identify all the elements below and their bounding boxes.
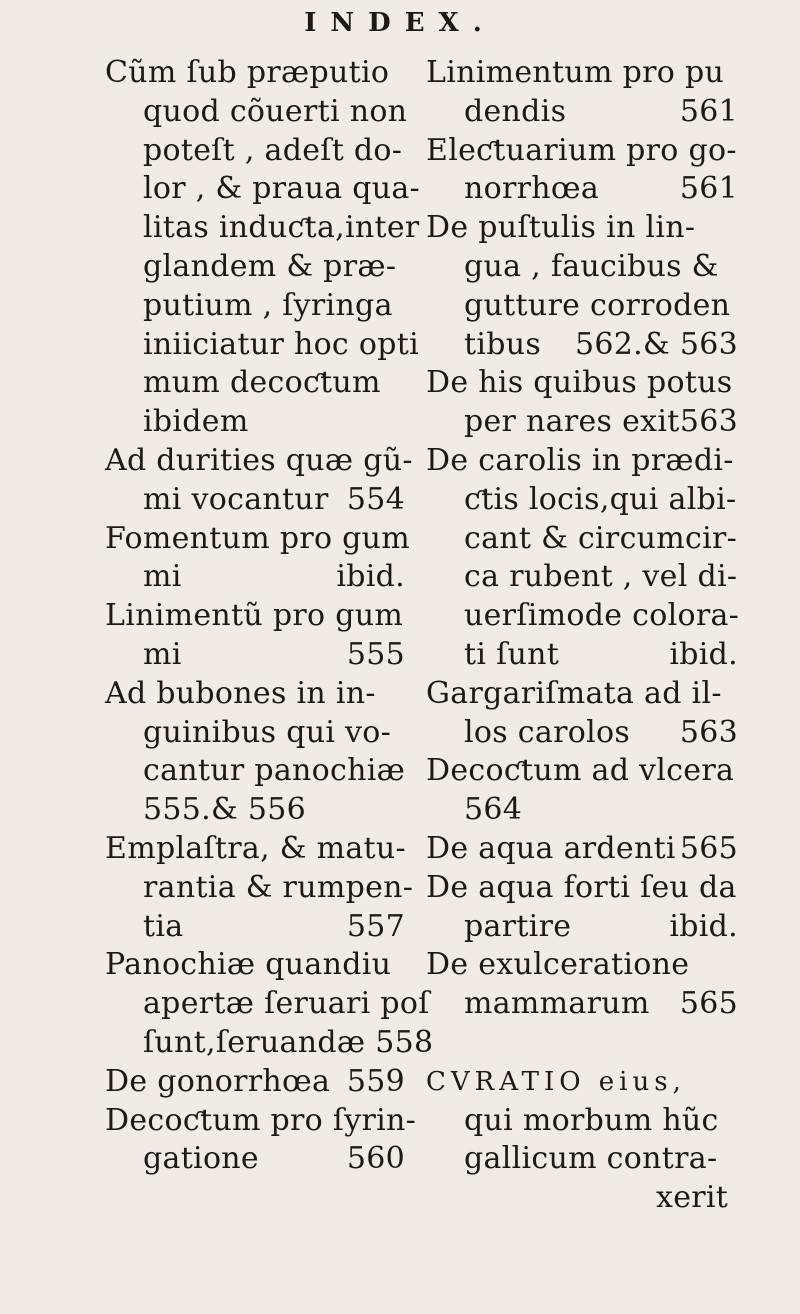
index-entry-line <box>426 170 738 209</box>
page-reference: ibid. <box>669 636 738 672</box>
index-entry-line <box>105 481 405 520</box>
entry-text: De aqua forti ſeu da <box>426 869 737 905</box>
index-entry-line <box>105 93 408 132</box>
index-entry-line <box>105 791 405 830</box>
entry-text: partire <box>464 908 572 944</box>
page-reference: 555 <box>346 636 405 672</box>
entry-text: tibus <box>464 326 542 362</box>
entry-text: ti ſunt <box>464 636 560 672</box>
entry-text: 564 <box>464 792 523 828</box>
index-entry-line <box>105 326 419 365</box>
index-entry-line <box>105 597 405 636</box>
index-entry-line <box>426 791 738 830</box>
index-entry-line <box>105 442 413 481</box>
page-reference: 563 <box>679 714 738 750</box>
entry-text: Fomentum pro gum <box>105 520 411 556</box>
page-reference: 561 <box>679 93 738 129</box>
page-reference: 554 <box>346 481 405 517</box>
entry-text: CVRATIO eius, <box>426 1066 686 1097</box>
index-entry-line <box>105 1024 434 1063</box>
index-entry-line <box>426 1179 738 1218</box>
entry-text: poteſt , adeſt do- <box>143 132 403 168</box>
index-entry-line <box>105 248 405 287</box>
index-entry-line <box>426 326 738 365</box>
page-reference: 559 <box>346 1063 405 1099</box>
index-entry-line <box>426 1140 738 1179</box>
index-entry-line <box>426 597 738 636</box>
index-entry-line <box>105 558 405 597</box>
page-header: INDEX. <box>304 8 496 38</box>
index-entry-line <box>105 908 405 947</box>
index-entry-line <box>426 364 738 403</box>
page-reference: 565 <box>679 986 738 1022</box>
index-entry-line <box>426 752 738 791</box>
page-reference: ibid. <box>336 559 405 595</box>
index-entry-line <box>105 1140 405 1179</box>
page-reference: 561 <box>679 171 738 207</box>
index-entry-line <box>105 520 411 559</box>
index-entry-line <box>426 1024 738 1063</box>
entry-text: mammarum <box>464 986 650 1022</box>
index-entry-line <box>426 985 738 1024</box>
index-entry-line <box>426 908 738 947</box>
index-entry-line <box>426 54 738 93</box>
index-entry-line <box>426 946 738 985</box>
entry-text: Linimentum pro pu <box>426 55 725 90</box>
entry-text: ƈtis locis,qui albi- <box>464 481 737 517</box>
index-entry-line <box>105 636 405 675</box>
index-entry-line <box>426 403 738 442</box>
entry-text: mum decoƈtum <box>143 365 381 401</box>
index-entry-line <box>426 675 738 714</box>
entry-text: putium , ſyringa <box>143 287 393 323</box>
entry-text: gatione <box>143 1141 259 1177</box>
index-entry-line <box>426 287 738 326</box>
entry-text: cant & circumcir- <box>464 520 738 556</box>
index-entry-line <box>426 93 738 132</box>
entry-text: iniiciatur hoc opti <box>143 326 419 362</box>
index-entry-line <box>105 170 420 209</box>
index-entry-line <box>105 364 405 403</box>
right-column <box>426 54 738 1218</box>
entry-text: quod cõuerti non <box>143 93 408 129</box>
entry-text: De puſtulis in lin- <box>426 210 696 246</box>
entry-text: mi vocantur <box>143 481 329 517</box>
entry-text: qui morbum hũc <box>464 1102 719 1138</box>
entry-text: gallicum contra- <box>464 1141 718 1177</box>
entry-text: guinibus qui vo- <box>143 714 392 750</box>
entry-text: lor , & praua qua- <box>143 171 420 207</box>
entry-text: Panochiæ quandiu <box>105 947 392 983</box>
page-reference: 565 <box>679 830 738 866</box>
entry-text: Emplaſtra, & matu- <box>105 830 406 866</box>
index-entry-line <box>426 636 738 675</box>
index-entry-line <box>426 1063 738 1102</box>
entry-text: De his quibus potus <box>426 365 733 401</box>
entry-text: 555.& 556 <box>143 792 306 828</box>
index-entry-line <box>426 869 738 908</box>
index-entry-line <box>426 520 738 559</box>
entry-text: Decoƈtum ad vlcera <box>426 753 735 789</box>
entry-text: xerit <box>656 1180 729 1216</box>
index-entry-line <box>105 54 405 93</box>
entry-text: De exulceratione <box>426 947 690 983</box>
page-reference: 557 <box>346 908 405 944</box>
entry-text: De carolis in prædi- <box>426 442 734 478</box>
entry-text: litas induƈta,inter <box>143 210 420 246</box>
index-entry-line <box>105 985 430 1024</box>
entry-text: mi <box>143 559 182 595</box>
index-entry-line <box>426 558 738 597</box>
entry-text: rantia & rumpen- <box>143 869 414 905</box>
page-reference: ibid. <box>669 908 738 944</box>
page-reference: 563 <box>679 404 738 440</box>
entry-text: ca rubent , vel di- <box>464 559 738 595</box>
entry-text: norrhœa <box>464 171 600 207</box>
entry-text: glandem & præ- <box>143 248 397 284</box>
index-entry-line <box>426 714 738 753</box>
entry-text: Gargariſmata ad il- <box>426 675 722 711</box>
index-entry-line <box>105 1063 405 1102</box>
entry-text: Ad bubones in in- <box>105 675 376 711</box>
entry-text: Cũm ſub præputio <box>105 55 390 90</box>
entry-text: Eleƈtuarium pro go- <box>426 132 737 168</box>
index-entry-line <box>105 287 405 326</box>
entry-text: Ad durities quæ gũ- <box>105 442 413 478</box>
left-column <box>105 54 434 1179</box>
entry-text: De gonorrhœa <box>105 1063 331 1099</box>
index-entry-line <box>105 209 420 248</box>
entry-text: los carolos <box>464 714 631 750</box>
entry-text: Decoƈtum pro ſyrin- <box>105 1102 417 1138</box>
entry-text: per nares exit <box>464 404 680 440</box>
entry-text: cantur panochiæ <box>143 753 406 789</box>
entry-text: ſunt,ſeruandæ 558 <box>143 1024 434 1060</box>
index-entry-line <box>105 675 405 714</box>
entry-text: Linimentũ pro gum <box>105 598 404 634</box>
index-entry-line <box>426 830 738 869</box>
entry-text: mi <box>143 636 182 672</box>
index-entry-line <box>105 714 405 753</box>
entry-text: gutture corroden <box>464 287 731 323</box>
entry-text: dendis <box>464 93 567 129</box>
index-entry-line <box>105 1102 417 1141</box>
index-entry-line <box>426 442 738 481</box>
entry-text: apertæ ſeruari poſ <box>143 986 430 1022</box>
index-entry-line <box>105 946 405 985</box>
index-entry-line <box>426 1102 738 1141</box>
index-entry-line <box>426 209 738 248</box>
entry-text: tia <box>143 908 184 944</box>
index-entry-line <box>426 132 738 171</box>
entry-text: gua , faucibus & <box>464 248 719 284</box>
page-reference: 560 <box>346 1141 405 1177</box>
index-entry-line <box>426 248 738 287</box>
entry-text: ibidem <box>143 404 249 440</box>
index-entry-line <box>105 752 405 791</box>
index-entry-line <box>105 869 414 908</box>
entry-text: uerſimode colora- <box>464 598 740 634</box>
index-entry-line <box>105 830 405 869</box>
index-entry-line <box>426 481 738 520</box>
index-entry-line <box>105 403 405 442</box>
index-entry-line <box>105 132 405 171</box>
entry-text: De aqua ardenti <box>426 830 676 866</box>
page-reference: 562.& 563 <box>575 326 738 362</box>
